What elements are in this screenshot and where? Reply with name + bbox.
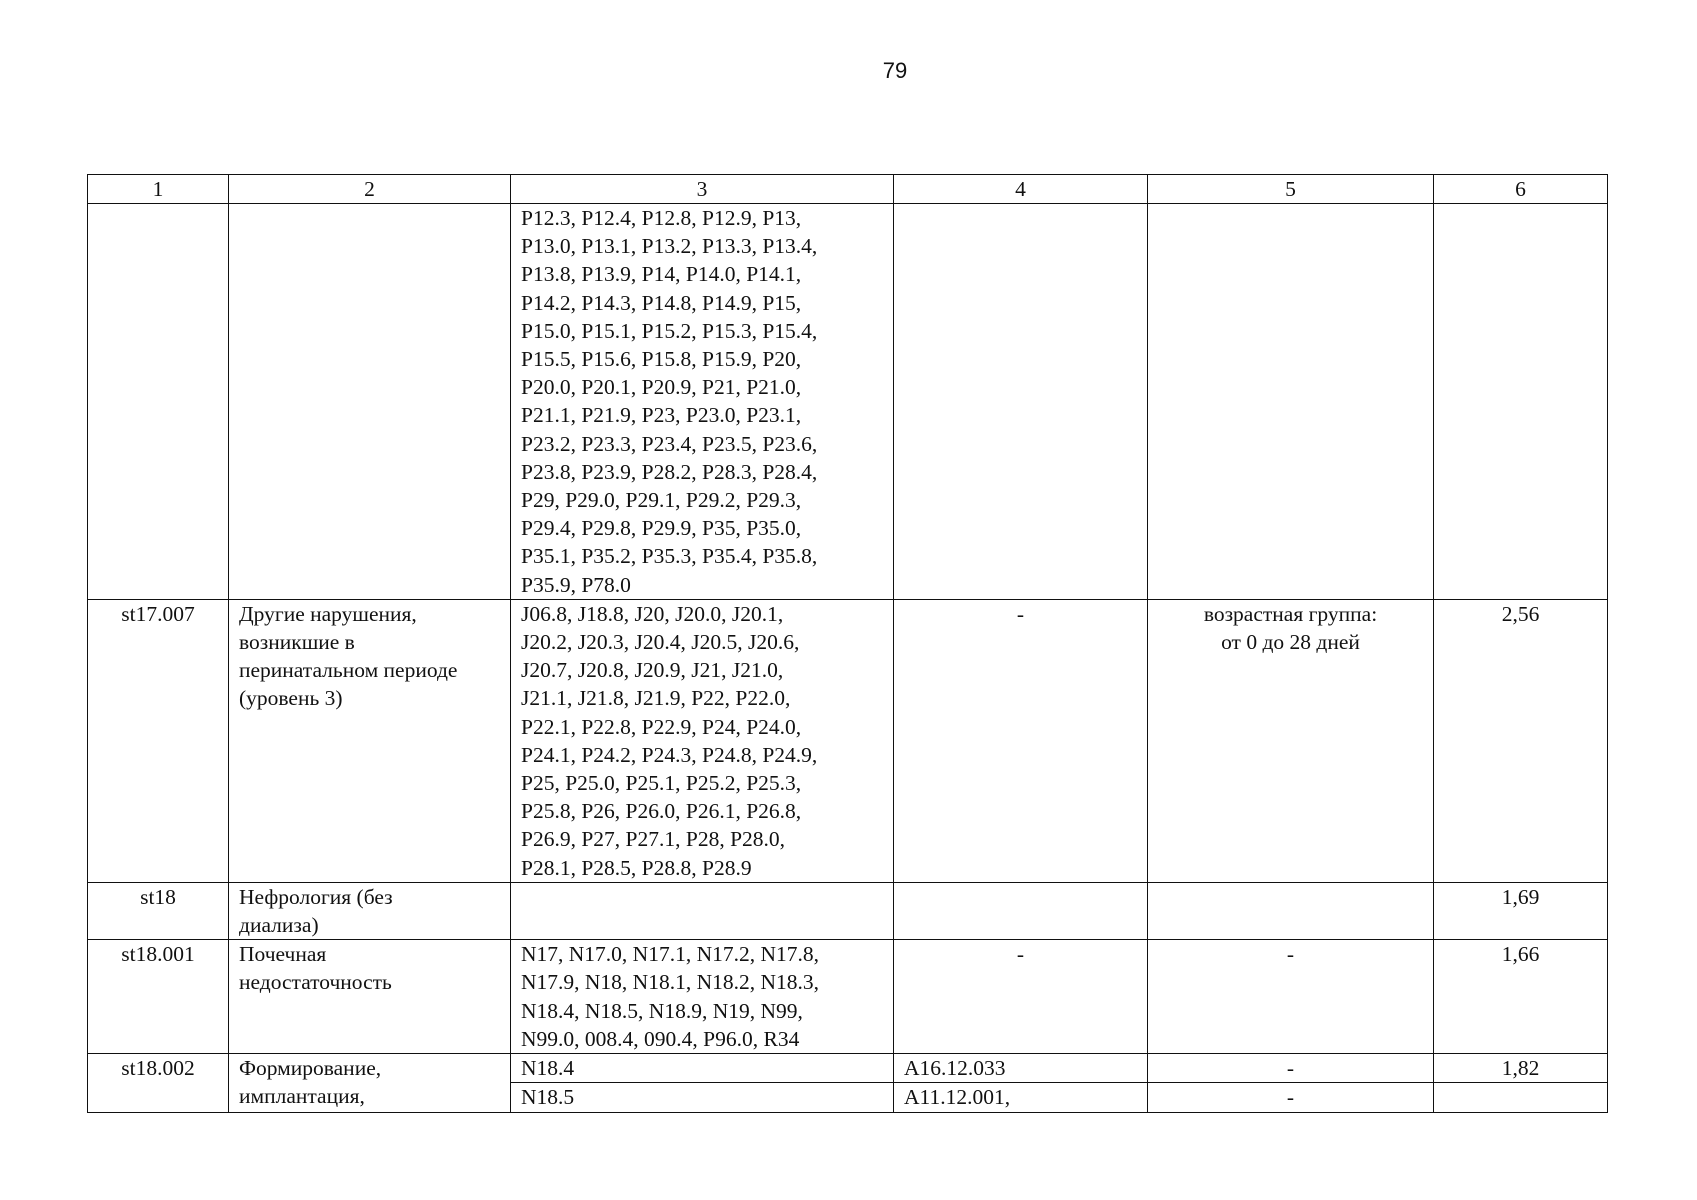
cell-diagnosis-codes: N17, N17.0, N17.1, N17.2, N17.8, N17.9, N18, N18.1, N18.2, N18.3, N18.4, N18.5, N18.9, N19, N99, N99.0, 008.4, 090.4, P96.0, R34 — [511, 940, 894, 1054]
cell-service-codes — [894, 204, 1148, 600]
table-row — [88, 940, 1608, 1054]
cell-code: st18.001 — [88, 940, 229, 1054]
column-header-6: 6 — [1434, 175, 1608, 204]
page-number: 79 — [882, 58, 908, 83]
cell-criteria: - — [1148, 940, 1434, 1054]
cell-criteria: - — [1148, 1083, 1434, 1112]
cell-diagnosis-codes: J06.8, J18.8, J20, J20.0, J20.1, J20.2, J20.3, J20.4, J20.5, J20.6, J20.7, J20.8, J20.9, J21, J21.0, J21.1, J21.8, J21.9, P22, P22.0, P22.1, P22.8, P22.9, P24, P24.0, P24.1, P24.2, P24.3, P24.8, P24.9, P25, P25.0, P25.1, P25.2, P25.3, P25.8, P26, P26.0, P26.1, P26.8, P26.9, P27, P27.1, P28, P28.0, P28.1, P28.5, P28.8, P28.9 — [511, 599, 894, 882]
cell-code — [88, 204, 229, 600]
cell-criteria — [1148, 882, 1434, 939]
cell-name: Почечная недостаточность — [229, 940, 511, 1054]
cell-service-codes: - — [894, 599, 1148, 882]
cell-code: st18 — [88, 882, 229, 939]
cell-coefficient: 1,82 — [1434, 1054, 1608, 1083]
cell-code: st17.007 — [88, 599, 229, 882]
cell-code: st18.002 — [88, 1054, 229, 1112]
cell-coefficient — [1434, 204, 1608, 600]
cell-criteria: - — [1148, 1054, 1434, 1083]
cell-criteria — [1148, 204, 1434, 600]
cell-coefficient: 1,69 — [1434, 882, 1608, 939]
tariff-table — [87, 174, 1608, 1113]
cell-diagnosis-codes — [511, 882, 894, 939]
cell-service-codes — [894, 882, 1148, 939]
column-header-1: 1 — [88, 175, 229, 204]
column-header-3: 3 — [511, 175, 894, 204]
cell-coefficient: 1,66 — [1434, 940, 1608, 1054]
cell-service-codes: - — [894, 940, 1148, 1054]
cell-diagnosis-codes: P12.3, P12.4, P12.8, P12.9, P13, P13.0, P13.1, P13.2, P13.3, P13.4, P13.8, P13.9, P14, P14.0, P14.1, P14.2, P14.3, P14.8, P14.9, P15, P15.0, P15.1, P15.2, P15.3, P15.4, P15.5, P15.6, P15.8, P15.9, P20, P20.0, P20.1, P20.9, P21, P21.0, P21.1, P21.9, P23, P23.0, P23.1, P23.2, P23.3, P23.4, P23.5, P23.6, P23.8, P23.9, P28.2, P28.3, P28.4, P29, P29.0, P29.1, P29.2, P29.3, P29.4, P29.8, P29.9, P35, P35.0, P35.1, P35.2, P35.3, P35.4, P35.8, P35.9, P78.0 — [511, 204, 894, 600]
cell-name: Другие нарушения, возникшие в перинатальном периоде (уровень 3) — [229, 599, 511, 882]
cell-service-codes: A11.12.001, — [894, 1083, 1148, 1112]
cell-name: Формирование, имплантация, — [229, 1054, 511, 1112]
cell-name — [229, 204, 511, 600]
table-row — [88, 204, 1608, 600]
header-row — [88, 175, 1608, 204]
cell-criteria: возрастная группа: от 0 до 28 дней — [1148, 599, 1434, 882]
cell-coefficient: 2,56 — [1434, 599, 1608, 882]
column-header-4: 4 — [894, 175, 1148, 204]
cell-name: Нефрология (без диализа) — [229, 882, 511, 939]
cell-coefficient — [1434, 1083, 1608, 1112]
table-row — [88, 882, 1608, 939]
table-row — [88, 1054, 1608, 1083]
cell-service-codes: A16.12.033 — [894, 1054, 1148, 1083]
column-header-5: 5 — [1148, 175, 1434, 204]
table-row — [88, 599, 1608, 882]
cell-diagnosis-codes: N18.4 — [511, 1054, 894, 1083]
column-header-2: 2 — [229, 175, 511, 204]
cell-diagnosis-codes: N18.5 — [511, 1083, 894, 1112]
